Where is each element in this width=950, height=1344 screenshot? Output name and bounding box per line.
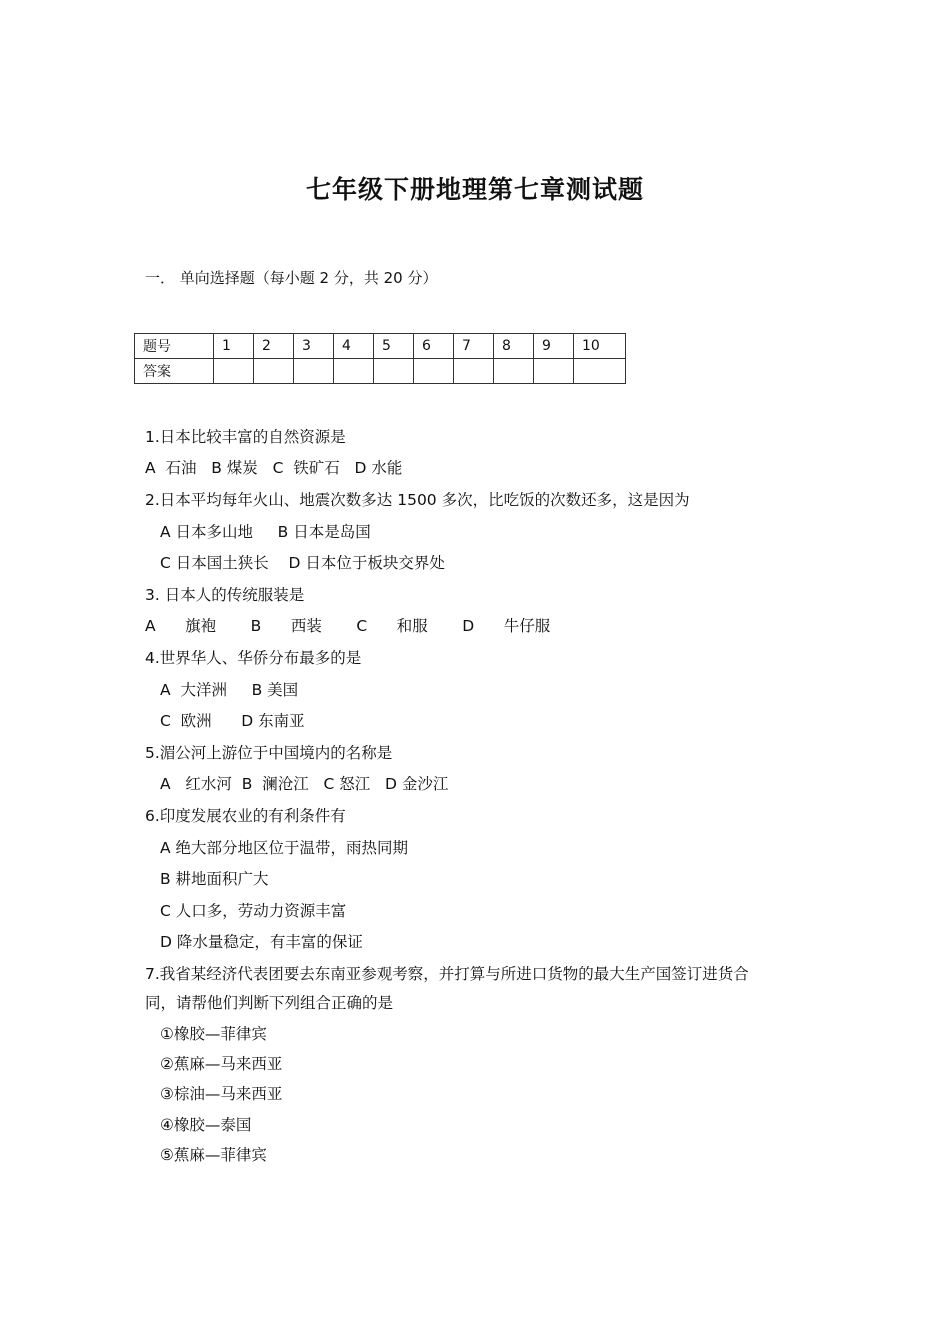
question-2-options-ab: A 日本多山地 B 日本是岛国 xyxy=(160,523,371,541)
question-number-cell: 1 xyxy=(214,334,254,359)
question-number-cell: 3 xyxy=(294,334,334,359)
answer-cell[interactable] xyxy=(334,359,374,384)
question-3-options: A 旗袍 B 西装 C 和服 D 牛仔服 xyxy=(145,617,551,635)
table-row-number xyxy=(135,334,626,359)
question-7-item-4: ④橡胶—泰国 xyxy=(160,1116,252,1134)
table-row-answer xyxy=(135,359,626,384)
question-4-options-cd: C 欧洲 D 东南亚 xyxy=(160,712,305,730)
answer-cell[interactable] xyxy=(534,359,574,384)
answer-cell[interactable] xyxy=(294,359,334,384)
question-number-cell: 8 xyxy=(494,334,534,359)
question-4-options-ab: A 大洋洲 B 美国 xyxy=(160,681,299,699)
question-number-cell: 6 xyxy=(414,334,454,359)
question-4: 4.世界华人、华侨分布最多的是 xyxy=(145,649,362,667)
question-6-option-b: B 耕地面积广大 xyxy=(160,870,269,888)
answer-cell[interactable] xyxy=(454,359,494,384)
answer-cell[interactable] xyxy=(574,359,626,384)
question-2-options-cd: C 日本国土狭长 D 日本位于板块交界处 xyxy=(160,554,445,572)
question-number-cell: 10 xyxy=(574,334,626,359)
answer-cell[interactable] xyxy=(414,359,454,384)
question-5-options: A 红水河 B 澜沧江 C 怒江 D 金沙江 xyxy=(160,775,449,793)
answer-cell[interactable] xyxy=(374,359,414,384)
page-title: 七年级下册地理第七章测试题 xyxy=(305,175,644,204)
question-3: 3. 日本人的传统服装是 xyxy=(145,586,305,604)
question-5: 5.湄公河上游位于中国境内的名称是 xyxy=(145,744,393,762)
question-number-cell: 9 xyxy=(534,334,574,359)
question-6-option-a: A 绝大部分地区位于温带，雨热同期 xyxy=(160,839,409,857)
question-2: 2.日本平均每年火山、地震次数多达 1500 多次，比吃饭的次数还多，这是因为 xyxy=(145,491,690,509)
question-number-cell: 7 xyxy=(454,334,494,359)
question-7-line-1: 7.我省某经济代表团要去东南亚参观考察，并打算与所进口货物的最大生产国签订进货合 xyxy=(145,965,749,983)
question-7-line-2: 同，请帮他们判断下列组合正确的是 xyxy=(145,994,394,1012)
answer-cell[interactable] xyxy=(254,359,294,384)
question-1-options: A 石油 B 煤炭 C 铁矿石 D 水能 xyxy=(145,459,403,477)
question-6-option-c: C 人口多，劳动力资源丰富 xyxy=(160,902,347,920)
question-6: 6.印度发展农业的有利条件有 xyxy=(145,807,346,825)
section-heading: 一． 单向选择题（每小题 2 分，共 20 分） xyxy=(145,269,438,287)
question-7-item-1: ①橡胶—菲律宾 xyxy=(160,1025,267,1043)
question-7-item-3: ③棕油—马来西亚 xyxy=(160,1085,283,1103)
question-number-cell: 5 xyxy=(374,334,414,359)
question-1: 1.日本比较丰富的自然资源是 xyxy=(145,428,346,446)
question-7-item-2: ②蕉麻—马来西亚 xyxy=(160,1055,283,1073)
answer-cell[interactable] xyxy=(214,359,254,384)
question-7-item-5: ⑤蕉麻—菲律宾 xyxy=(160,1146,267,1164)
question-number-cell: 4 xyxy=(334,334,374,359)
row-label-number: 题号 xyxy=(135,334,214,359)
question-number-cell: 2 xyxy=(254,334,294,359)
answer-table xyxy=(134,333,626,384)
row-label-answer: 答案 xyxy=(135,359,214,384)
answer-cell[interactable] xyxy=(494,359,534,384)
question-6-option-d: D 降水量稳定，有丰富的保证 xyxy=(160,933,363,951)
